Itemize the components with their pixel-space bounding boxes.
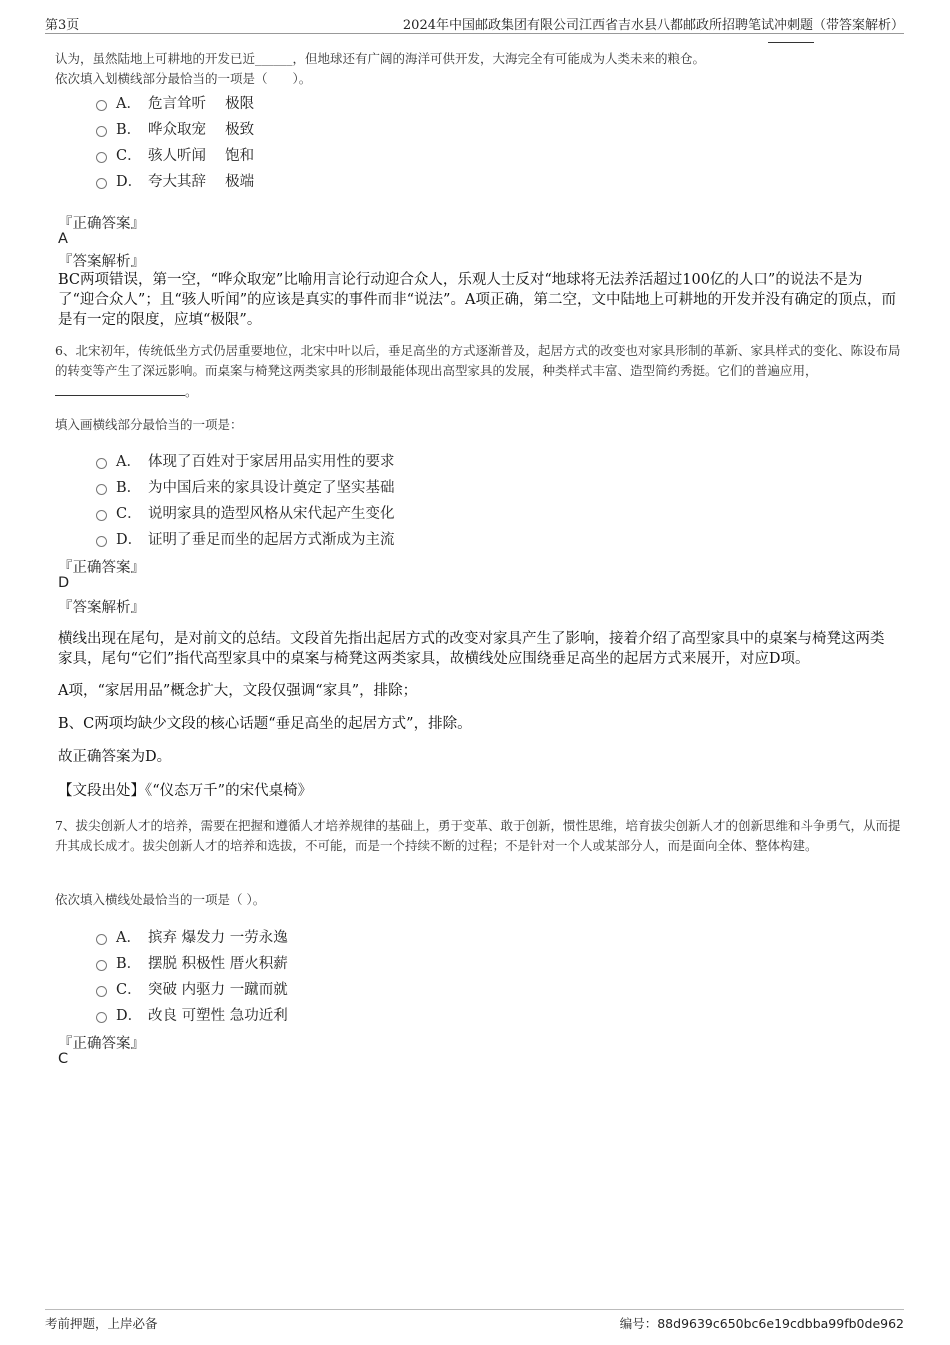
q7-answer: C [58,1051,69,1067]
radio-icon[interactable] [96,100,107,111]
radio-icon[interactable] [96,484,107,495]
option-letter: D． [116,174,143,190]
option-letter: C． [116,506,142,522]
option-text: 夸大其辞 极端 [148,174,255,190]
q7-answer-label: 『正确答案』 [58,1036,145,1052]
q5-option-c[interactable] [96,144,254,165]
option-text: 体现了百姓对于家居用品实用性的要求 [148,454,395,470]
header-divider [45,33,904,34]
option-letter: C． [116,982,142,998]
option-text: 改良 可塑性 急功近利 [148,1008,288,1024]
option-text: 摆脱 积极性 厝火积薪 [148,956,288,972]
q5-analysis: BC两项错误，第一空，“哗众取宠”比喻用言论行动迎合众人，乐观人士反对“地球将无法养活超过100亿的人口”的说法不是为了“迎合众人”；且“骇人听闻”的应该是真实的事件而非“说法”。A项正确，第二空，文中陆地上可耕地的开发并没有确定的顶点，而是有一定的限度，应填“极限”。 [58,272,896,328]
q5-answer: A [58,231,68,247]
option-letter: D． [116,532,143,548]
option-text: 为中国后来的家具设计奠定了坚实基础 [148,480,395,496]
q5-option-d[interactable] [96,170,254,191]
q6-blank [55,381,185,396]
radio-icon[interactable] [96,986,107,997]
q5-stem-part1: 认为，虽然陆地上可耕地的开发已近 [55,51,256,66]
option-text: 突破 内驱力 一蹴而就 [148,982,288,998]
q6-stem-end: 。 [185,384,198,399]
radio-icon[interactable] [96,126,107,137]
q6-prompt: 填入画横线部分最恰当的一项是： [55,417,243,432]
option-text: 哗众取宠 极致 [148,122,255,138]
radio-icon[interactable] [96,458,107,469]
q7-stem: 7、拔尖创新人才的培养，需要在把握和遵循人才培养规律的基础上，勇于变革、敢于创新，惯性思维，培育拔尖创新人才的创新思维和斗争勇气，从而提升其成长成才。拔尖创新人才的培养和选拔，不可能，而是一个持续不断的过程；不是针对一个人或某部分人，而是面向全体、整体构建。 [55,818,901,853]
q5-analysis-label: 『答案解析』 [58,254,145,270]
q6-stem [55,341,902,402]
q6-analysis-paragraph-3: B、C两项均缺少文段的核心话题“垂足高坐的起居方式”，排除。 [58,716,472,732]
q6-analysis-label: 『答案解析』 [58,600,145,616]
radio-icon[interactable] [96,178,107,189]
radio-icon[interactable] [96,934,107,945]
q6-stem-text: 6、北宋初年，传统低坐方式仍居重要地位，北宋中叶以后，垂足高坐的方式逐渐普及，起居方式的改变也对家具形制的革新、家具样式的变化、陈设布局的转变等产生了深远影响。而桌案与椅凳这两类家具的形制最能体现出高型家具的发展，种类样式丰富、造型简约秀挺。它们的普遍应用， [55,343,901,378]
q5-prompt: 依次填入划横线部分最恰当的一项是（ ）。 [55,71,312,86]
option-letter: B． [116,956,142,972]
option-text: 摈弃 爆发力 一劳永逸 [148,930,288,946]
header-mark [768,42,814,43]
q5-stem-part2: ，但地球还有广阔的海洋可供开发，大海完全有可能成为人类未来的粮仓。 [292,51,706,66]
q6-answer: D [58,575,70,591]
footer-serial: 编号：88d9639c650bc6e19cdbba99fb0de962 [619,1316,904,1331]
q6-option-a[interactable] [96,450,395,471]
radio-icon[interactable] [96,536,107,547]
option-text: 骇人听闻 饱和 [148,148,255,164]
q6-analysis-paragraph-4: 故正确答案为D。 [58,749,172,765]
radio-icon[interactable] [96,1012,107,1023]
option-text: 说明家具的造型风格从宋代起产生变化 [148,506,395,522]
q7-prompt: 依次填入横线处最恰当的一项是（ ）。 [55,892,266,907]
q5-answer-label: 『正确答案』 [58,216,145,232]
option-letter: D． [116,1008,143,1024]
radio-icon[interactable] [96,152,107,163]
q6-option-c[interactable] [96,502,395,523]
q6-option-d[interactable] [96,528,395,549]
footer-divider [45,1309,904,1310]
radio-icon[interactable] [96,960,107,971]
page-number: 第3页 [45,18,80,33]
q5-option-b[interactable] [96,118,254,139]
option-letter: B． [116,122,142,138]
q6-option-b[interactable] [96,476,395,497]
q7-option-d[interactable] [96,1004,288,1025]
q5-stem-blank: ______ [255,51,293,66]
footer-slogan: 考前押题，上岸必备 [45,1316,158,1331]
q5-option-a[interactable] [96,92,254,113]
q6-analysis-paragraph-1: 横线出现在尾句，是对前文的总结。文段首先指出起居方式的改变对家具产生了影响，接着介绍了高型家具中的桌案与椅凳这两类家具，尾句“它们”指代高型家具中的桌案与椅凳这两类家具，故横线处应围绕垂足高坐的起居方式来展开，对应D项。 [58,631,885,667]
q6-answer-label: 『正确答案』 [58,560,145,576]
q7-option-a[interactable] [96,926,288,947]
q5-stem [55,49,902,69]
q6-source: 【文段出处】《“仪态万千”的宋代桌椅》 [58,783,313,799]
q7-option-c[interactable] [96,978,288,999]
option-text: 危言耸听 极限 [148,96,255,112]
option-letter: C． [116,148,142,164]
document-title: 2024年中国邮政集团有限公司江西省吉水县八都邮政所招聘笔试冲刺题（带答案解析） [402,18,904,33]
option-letter: A． [116,96,141,112]
option-letter: B． [116,480,142,496]
option-letter: A． [116,930,141,946]
q7-option-b[interactable] [96,952,288,973]
radio-icon[interactable] [96,510,107,521]
option-text: 证明了垂足而坐的起居方式渐成为主流 [148,532,395,548]
q6-analysis-paragraph-2: A项，“家居用品”概念扩大，文段仅强调“家具”，排除； [58,683,418,699]
option-letter: A． [116,454,141,470]
